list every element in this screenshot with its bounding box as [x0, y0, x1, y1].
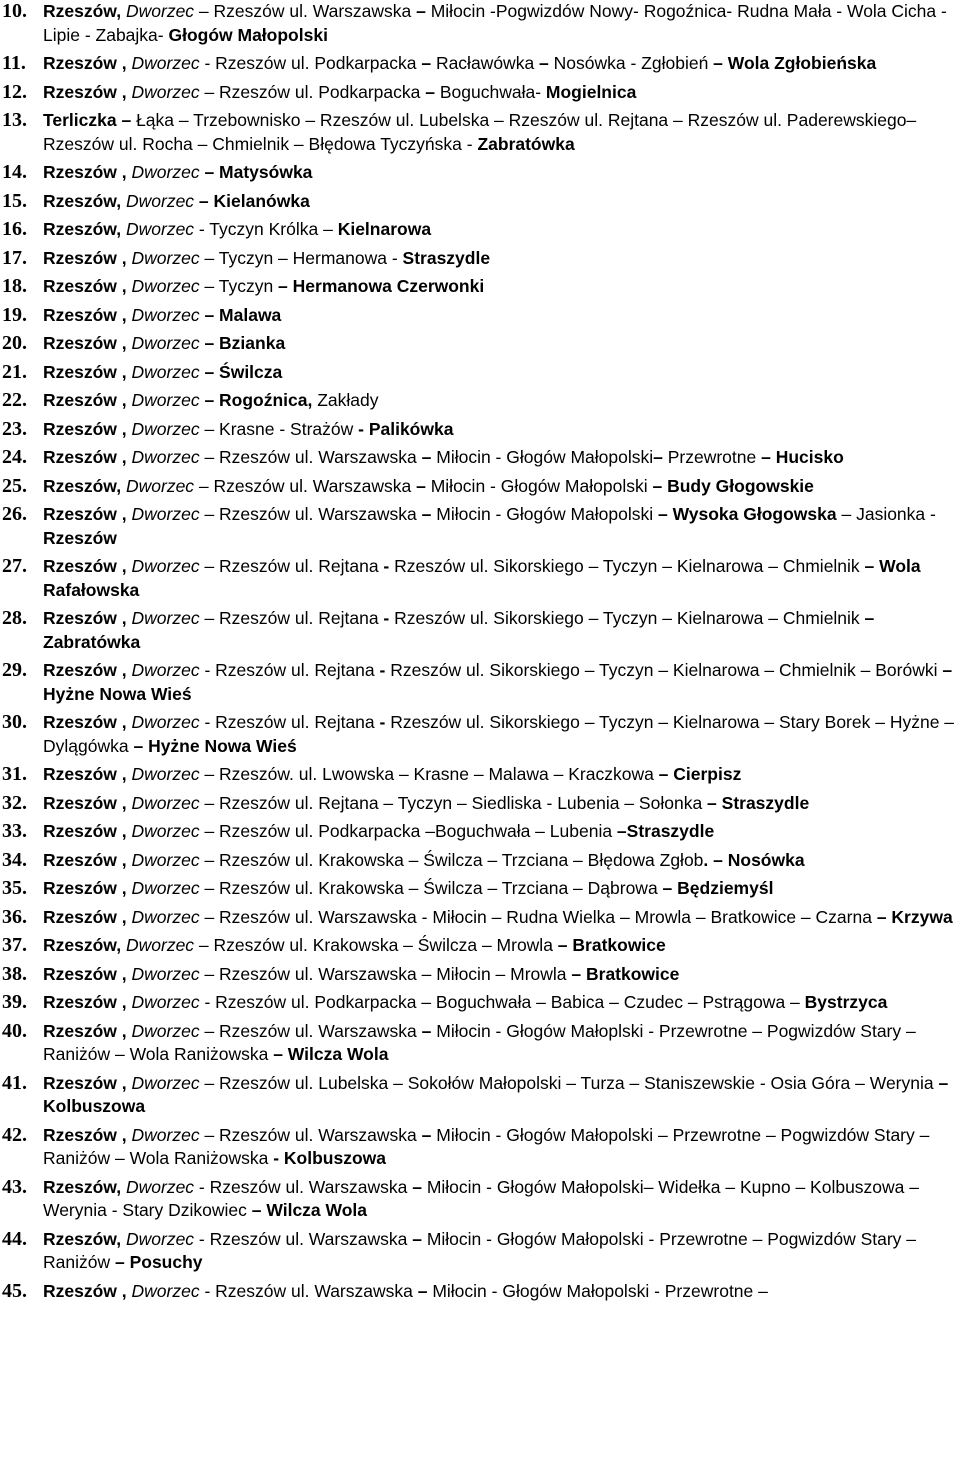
- route-segment: Rzeszów ,: [43, 660, 132, 680]
- route-segment: Miłocin - Głogów Małopolski: [431, 504, 658, 524]
- route-number: 14.: [2, 161, 27, 183]
- route-segment: Rzeszów ,: [43, 162, 132, 182]
- route-item: [2, 792, 960, 816]
- route-description: [43, 248, 490, 268]
- route-description: [43, 935, 666, 955]
- route-item: [2, 906, 960, 930]
- route-segment: Miłocin - Głogów Małopolski - Przewrotne – Pogwizdów Stary – Raniżów: [43, 1228, 917, 1272]
- route-number: 40.: [2, 1019, 27, 1042]
- route-segment: - Rzeszów ul. Warszawska: [194, 1228, 413, 1249]
- route-segment: –: [416, 475, 426, 496]
- route-segment: Rzeszów ,: [43, 81, 132, 102]
- route-description: [43, 53, 876, 73]
- route-number: 20.: [2, 332, 27, 354]
- route-segment: - Rzeszów ul. Podkarpacka – Boguchwała – Babica – Czudec – Pstrągowa –: [199, 992, 805, 1012]
- route-segment: – Rzeszów ul. Warszawska – Miłocin – Mrowla: [199, 963, 572, 984]
- route-segment: – Malawa: [199, 304, 282, 325]
- route-segment: – Rzeszów ul. Rejtana: [199, 608, 384, 628]
- route-segment: – Rogoźnica,: [199, 390, 313, 410]
- route-segment: Rzeszów ,: [43, 447, 132, 467]
- route-segment: - Tyczyn Królka –: [194, 219, 338, 239]
- route-description: [43, 110, 916, 154]
- route-segment: –: [421, 53, 432, 73]
- route-segment: Rzeszów ,: [43, 247, 132, 268]
- route-segment: – Cierpisz: [658, 764, 742, 784]
- route-item: [2, 446, 960, 470]
- route-item: [2, 963, 960, 987]
- route-number: 41.: [2, 1071, 27, 1094]
- route-description: [43, 82, 636, 102]
- route-number: 32.: [2, 791, 27, 814]
- route-description: [43, 907, 953, 927]
- route-number: 37.: [2, 934, 27, 956]
- route-segment: – Rzeszów ul. Rejtana: [199, 556, 384, 576]
- route-segment: Dworzec: [131, 390, 200, 410]
- route-item: [2, 763, 960, 787]
- route-segment: – Rzeszów ul. Warszawska: [199, 447, 422, 467]
- route-description: [43, 992, 887, 1012]
- route-number: 31.: [2, 763, 27, 785]
- route-segment: Rzeszów ,: [43, 1020, 132, 1041]
- route-item: [2, 109, 960, 156]
- route-segment: Dworzec: [125, 935, 195, 955]
- route-item: [2, 934, 960, 958]
- route-segment: Rzeszów ,: [43, 276, 132, 296]
- route-item: [2, 607, 960, 654]
- route-segment: –: [417, 1280, 428, 1301]
- route-description: [43, 476, 814, 496]
- route-item: [2, 1280, 960, 1304]
- route-segment: –: [416, 1, 426, 21]
- route-segment: . – Nosówka: [703, 849, 805, 870]
- route-segment: -: [383, 556, 390, 576]
- route-item: [2, 991, 960, 1015]
- route-segment: Rzeszów ,: [43, 418, 132, 439]
- route-segment: Rzeszów ul. Sikorskiego – Tyczyn – Kielnarowa – Chmielnik: [389, 556, 865, 576]
- route-description: [43, 1229, 916, 1273]
- route-segment: Rzeszów ,: [43, 361, 132, 382]
- route-segment: – Rzeszów ul. Krakowska – Świlcza – Mrowla: [194, 935, 558, 955]
- route-segment: Dworzec: [131, 963, 200, 984]
- route-number: 19.: [2, 303, 27, 326]
- route-segment: Nosówka - Zgłobień: [548, 53, 714, 73]
- route-segment: Bystrzyca: [804, 992, 888, 1012]
- route-description: [43, 878, 773, 898]
- route-number: 27.: [2, 555, 27, 577]
- route-segment: –: [412, 1176, 422, 1197]
- route-segment: – Rzeszów ul. Warszawska: [194, 1, 417, 21]
- route-segment: Rzeszów ,: [43, 878, 132, 898]
- route-number: 39.: [2, 991, 27, 1013]
- route-number: 15.: [2, 189, 27, 212]
- route-segment: – Wilcza Wola: [251, 1200, 368, 1220]
- route-segment: – Wilcza Wola: [273, 1044, 389, 1064]
- route-item: [2, 711, 960, 758]
- route-description: [43, 390, 379, 410]
- route-item: [2, 361, 960, 385]
- route-segment: Rzeszów ,: [43, 608, 132, 628]
- route-segment: - Kolbuszowa: [273, 1148, 386, 1168]
- route-segment: Rzeszów ,: [43, 764, 132, 784]
- route-number: 33.: [2, 820, 27, 842]
- route-segment: Głogów Małopolski: [168, 24, 328, 45]
- route-segment: – Rzeszów ul. Warszawska: [199, 1124, 422, 1145]
- route-number: 18.: [2, 275, 27, 297]
- route-segment: – Bratkowice: [571, 963, 680, 984]
- route-segment: Rzeszów,: [43, 1176, 126, 1197]
- route-segment: - Rzeszów ul. Rejtana: [199, 660, 380, 680]
- route-description: [43, 504, 936, 548]
- route-segment: – Jasionka -: [836, 504, 936, 524]
- route-description: [43, 850, 805, 870]
- route-segment: Dworzec: [131, 504, 200, 524]
- route-item: [2, 304, 960, 328]
- route-item: [2, 659, 960, 706]
- route-segment: Rzeszów ,: [43, 821, 132, 841]
- route-segment: Miłocin - Głogów Małopolski – Przewrotne – Pogwizdów Stary – Raniżów – Wola Raniżowska: [43, 1124, 930, 1168]
- route-description: [43, 305, 281, 325]
- route-segment: Miłocin - Głogów Małopolski: [431, 447, 654, 467]
- route-item: [2, 0, 960, 47]
- route-item: [2, 190, 960, 214]
- route-segment: Dworzec: [131, 906, 200, 927]
- route-segment: Zakłady: [312, 390, 379, 410]
- route-description: [43, 764, 741, 784]
- route-segment: –: [653, 447, 663, 467]
- route-segment: Rzeszów ,: [43, 992, 132, 1012]
- route-segment: - Rzeszów ul. Podkarpacka: [199, 53, 422, 73]
- route-item: [2, 820, 960, 844]
- route-segment: – Posuchy: [114, 1252, 203, 1272]
- route-segment: Dworzec: [131, 992, 200, 1012]
- route-number: 45.: [2, 1279, 27, 1302]
- route-description: [43, 608, 874, 652]
- route-segment: - Rzeszów ul. Warszawska: [199, 1280, 418, 1301]
- route-segment: Rzeszów ,: [43, 849, 132, 870]
- route-segment: -: [383, 608, 390, 628]
- route-segment: Dworzec: [131, 304, 200, 325]
- route-segment: – Rzeszów ul. Podkarpacka –Boguchwała – Lubenia: [199, 821, 617, 841]
- route-number: 26.: [2, 503, 27, 525]
- route-segment: Racławówka: [431, 53, 540, 73]
- route-item: [2, 247, 960, 271]
- route-segment: –: [421, 1020, 432, 1041]
- route-description: [43, 1177, 919, 1221]
- route-segment: Dworzec: [131, 792, 200, 813]
- route-number: 28.: [2, 607, 27, 629]
- route-item: [2, 503, 960, 550]
- route-segment: Dworzec: [131, 1020, 200, 1041]
- route-segment: Dworzec: [131, 247, 200, 268]
- route-number: 43.: [2, 1175, 27, 1198]
- route-segment: Rzeszów ,: [43, 792, 132, 813]
- route-segment: Rzeszów ,: [43, 1124, 132, 1145]
- route-item: [2, 389, 960, 413]
- route-segment: Dworzec: [131, 821, 200, 841]
- route-description: [43, 793, 809, 813]
- route-segment: – Rzeszów ul. Lubelska – Sokołów Małopolski – Turza – Staniszewskie - Osia Góra – Werynia: [199, 1072, 939, 1093]
- route-segment: Dworzec: [131, 418, 200, 439]
- route-segment: Rzeszów,: [43, 1, 126, 21]
- route-segment: – Hermanowa Czerwonki: [278, 276, 485, 296]
- route-segment: -: [379, 660, 386, 680]
- route-segment: Dworzec: [131, 162, 200, 182]
- route-description: [43, 712, 954, 756]
- route-number: 24.: [2, 446, 27, 468]
- route-segment: Miłocin -Pogwizdów Nowy- Rogoźnica- Rudna Mała - Wola Cicha - Lipie - Zabajka-: [43, 1, 947, 45]
- route-segment: Rzeszów ,: [43, 556, 132, 576]
- route-segment: – Kielanówka: [194, 190, 310, 211]
- route-segment: Dworzec: [131, 660, 200, 680]
- route-segment: – Rzeszów ul. Krakowska – Świlcza – Trzciana – Dąbrowa: [199, 878, 663, 898]
- route-segment: Dworzec: [125, 219, 195, 239]
- route-segment: Rzeszów,: [43, 475, 126, 496]
- route-item: [2, 555, 960, 602]
- route-segment: – Hucisko: [761, 447, 844, 467]
- route-description: [43, 276, 484, 296]
- route-segment: – Straszydle: [707, 792, 810, 813]
- route-segment: Przewrotne: [662, 447, 762, 467]
- route-segment: – Budy Głogowskie: [652, 475, 814, 496]
- route-segment: – Hyżne Nowa Wieś: [43, 660, 953, 704]
- route-segment: Dworzec: [131, 1072, 200, 1093]
- route-segment: Łąka – Trzebownisko – Rzeszów ul. Lubelska – Rzeszów ul. Rejtana – Rzeszów ul. Paderewskiego– Rzeszów ul. Rocha – Chmielnik – Błędowa Tyczyńska -: [43, 110, 917, 154]
- route-description: [43, 1021, 916, 1065]
- route-number: 23.: [2, 417, 27, 440]
- route-segment: Rzeszów ,: [43, 304, 132, 325]
- route-segment: Miłocin - Głogów Małoplski - Przewrotne – Pogwizdów Stary – Raniżów – Wola Raniżowska: [43, 1020, 916, 1064]
- route-description: [43, 1125, 929, 1169]
- route-description: [43, 1281, 768, 1301]
- route-item: [2, 1124, 960, 1171]
- route-item: [2, 52, 960, 76]
- route-description: [43, 1073, 948, 1117]
- route-segment: Dworzec: [131, 447, 200, 467]
- route-number: 10.: [2, 0, 27, 22]
- route-number: 11.: [2, 52, 26, 74]
- route-segment: – Rzeszów ul. Rejtana – Tyczyn – Siedliska - Lubenia – Sołonka: [199, 792, 708, 813]
- route-number: 38.: [2, 962, 27, 985]
- route-number: 17.: [2, 246, 27, 269]
- route-item: [2, 1176, 960, 1223]
- route-description: [43, 660, 952, 704]
- route-segment: – Krzywa: [876, 906, 953, 927]
- route-number: 29.: [2, 659, 27, 681]
- route-segment: Dworzec: [131, 53, 200, 73]
- route-description: [43, 333, 285, 353]
- route-item: [2, 161, 960, 185]
- route-segment: – Wola Rafałowska: [43, 556, 921, 600]
- route-segment: Rzeszów ,: [43, 504, 132, 524]
- route-segment: Miłocin - Głogów Małopolski: [425, 475, 653, 496]
- route-segment: Rzeszów ul. Sikorskiego – Tyczyn – Kielnarowa – Chmielnik: [389, 608, 865, 628]
- route-segment: Dworzec: [131, 81, 200, 102]
- route-segment: Rzeszów ,: [43, 1280, 132, 1301]
- route-segment: – Rzeszów ul. Podkarpacka: [199, 81, 426, 102]
- route-segment: Dworzec: [131, 764, 200, 784]
- route-segment: –: [539, 53, 549, 73]
- route-segment: Boguchwała-: [434, 81, 546, 102]
- route-segment: – Bzianka: [199, 333, 286, 353]
- route-description: [43, 821, 714, 841]
- route-segment: Dworzec: [131, 276, 200, 296]
- route-segment: Rzeszów,: [43, 190, 126, 211]
- route-segment: – Rzeszów ul. Warszawska: [194, 475, 417, 496]
- route-description: [43, 1, 947, 45]
- route-segment: Dworzec: [125, 1176, 195, 1197]
- route-segment: –Straszydle: [616, 821, 715, 841]
- route-number: 44.: [2, 1227, 27, 1250]
- route-segment: Mogielnica: [545, 81, 637, 102]
- route-description: [43, 447, 844, 467]
- route-item: [2, 418, 960, 442]
- route-segment: -: [379, 712, 386, 732]
- route-item: [2, 877, 960, 901]
- route-item: [2, 849, 960, 873]
- route-segment: Straszydle: [402, 247, 491, 268]
- route-segment: Dworzec: [125, 190, 195, 211]
- route-segment: Rzeszów ,: [43, 712, 132, 732]
- route-segment: Dworzec: [125, 1228, 195, 1249]
- route-segment: – Rzeszów ul. Warszawska: [199, 504, 422, 524]
- route-segment: – Zabratówka: [43, 608, 875, 652]
- route-segment: – Tyczyn – Hermanowa -: [199, 247, 403, 268]
- route-segment: Miłocin - Głogów Małopolski - Przewrotne –: [427, 1280, 768, 1301]
- route-item: [2, 275, 960, 299]
- route-number: 25.: [2, 474, 27, 497]
- route-segment: Rzeszów ul. Sikorskiego – Tyczyn – Kielnarowa – Chmielnik – Borówki: [385, 660, 943, 680]
- route-segment: Rzeszów: [43, 527, 117, 548]
- route-segment: Dworzec: [131, 608, 200, 628]
- route-segment: Dworzec: [131, 878, 200, 898]
- route-number: 13.: [2, 109, 27, 131]
- route-segment: – Kolbuszowa: [43, 1072, 949, 1116]
- route-segment: Rzeszów,: [43, 935, 126, 955]
- route-segment: - Palikówka: [358, 418, 454, 439]
- route-segment: – Rzeszów ul. Krakowska – Świlcza – Trzciana – Błędowa Zgłob: [199, 849, 704, 870]
- route-segment: – Wola Zgłobieńska: [713, 53, 877, 73]
- route-segment: Rzeszów,: [43, 1228, 126, 1249]
- route-description: [43, 219, 431, 239]
- route-segment: Rzeszów ,: [43, 1072, 132, 1093]
- route-segment: Dworzec: [125, 1, 195, 21]
- route-segment: Dworzec: [131, 361, 200, 382]
- route-segment: Dworzec: [131, 556, 200, 576]
- route-segment: Miłocin - Głogów Małopolski– Widełka – Kupno – Kolbuszowa – Werynia - Stary Dzikowiec: [43, 1176, 920, 1220]
- route-number: 42.: [2, 1123, 27, 1146]
- route-segment: – Matysówka: [199, 162, 313, 182]
- route-item: [2, 332, 960, 356]
- route-segment: Kielnarowa: [337, 219, 432, 239]
- route-item: [2, 1228, 960, 1275]
- route-segment: – Rzeszów ul. Warszawska: [199, 1020, 422, 1041]
- route-segment: - Rzeszów ul. Rejtana: [199, 712, 380, 732]
- route-item: [2, 1072, 960, 1119]
- route-segment: – Tyczyn: [199, 276, 279, 296]
- route-segment: – Wysoka Głogowska: [657, 504, 837, 524]
- route-number: 12.: [2, 80, 27, 103]
- route-segment: Terliczka –: [43, 110, 137, 130]
- route-segment: – Rzeszów. ul. Lwowska – Krasne – Malawa – Kraczkowa: [199, 764, 659, 784]
- route-segment: Dworzec: [131, 712, 200, 732]
- route-description: [43, 419, 453, 439]
- route-segment: – Będziemyśl: [662, 878, 774, 898]
- route-segment: –: [425, 81, 435, 102]
- route-segment: Dworzec: [131, 1124, 200, 1145]
- route-description: [43, 162, 312, 182]
- route-number: 21.: [2, 360, 27, 383]
- route-segment: Rzeszów ,: [43, 53, 132, 73]
- route-segment: Dworzec: [131, 1280, 200, 1301]
- route-description: [43, 556, 921, 600]
- route-segment: Dworzec: [125, 475, 195, 496]
- route-segment: – Hyżne Nowa Wieś: [133, 735, 297, 756]
- route-item: [2, 218, 960, 242]
- route-item: [2, 1020, 960, 1067]
- route-segment: Dworzec: [131, 333, 200, 353]
- route-segment: – Krasne - Strażów: [199, 418, 359, 439]
- route-segment: –: [421, 1124, 432, 1145]
- route-segment: Rzeszów ,: [43, 333, 132, 353]
- route-segment: Rzeszów ul. Sikorskiego – Tyczyn – Kielnarowa – Stary Borek – Hyżne – Dylągówka: [43, 712, 955, 756]
- route-description: [43, 191, 310, 211]
- route-description: [43, 362, 282, 382]
- route-number: 35.: [2, 877, 27, 899]
- route-number: 34.: [2, 848, 27, 871]
- route-segment: – Świlcza: [199, 361, 283, 382]
- route-segment: –: [421, 447, 432, 467]
- route-segment: Rzeszów ,: [43, 963, 132, 984]
- route-description: [43, 964, 679, 984]
- route-number: 16.: [2, 218, 27, 240]
- route-segment: Rzeszów ,: [43, 906, 132, 927]
- route-number: 36.: [2, 905, 27, 928]
- route-number: 30.: [2, 711, 27, 733]
- route-segment: –: [421, 504, 432, 524]
- route-segment: Dworzec: [131, 849, 200, 870]
- route-item: [2, 475, 960, 499]
- route-segment: Rzeszów,: [43, 219, 126, 239]
- route-segment: – Bratkowice: [557, 935, 666, 955]
- route-segment: - Rzeszów ul. Warszawska: [194, 1176, 413, 1197]
- route-segment: Rzeszów ,: [43, 390, 132, 410]
- route-item: [2, 81, 960, 105]
- route-number: 22.: [2, 389, 27, 411]
- route-segment: –: [412, 1228, 422, 1249]
- route-segment: Zabratówka: [477, 133, 575, 154]
- route-segment: – Rzeszów ul. Warszawska - Miłocin – Rudna Wielka – Mrowla – Bratkowice – Czarna: [199, 906, 877, 927]
